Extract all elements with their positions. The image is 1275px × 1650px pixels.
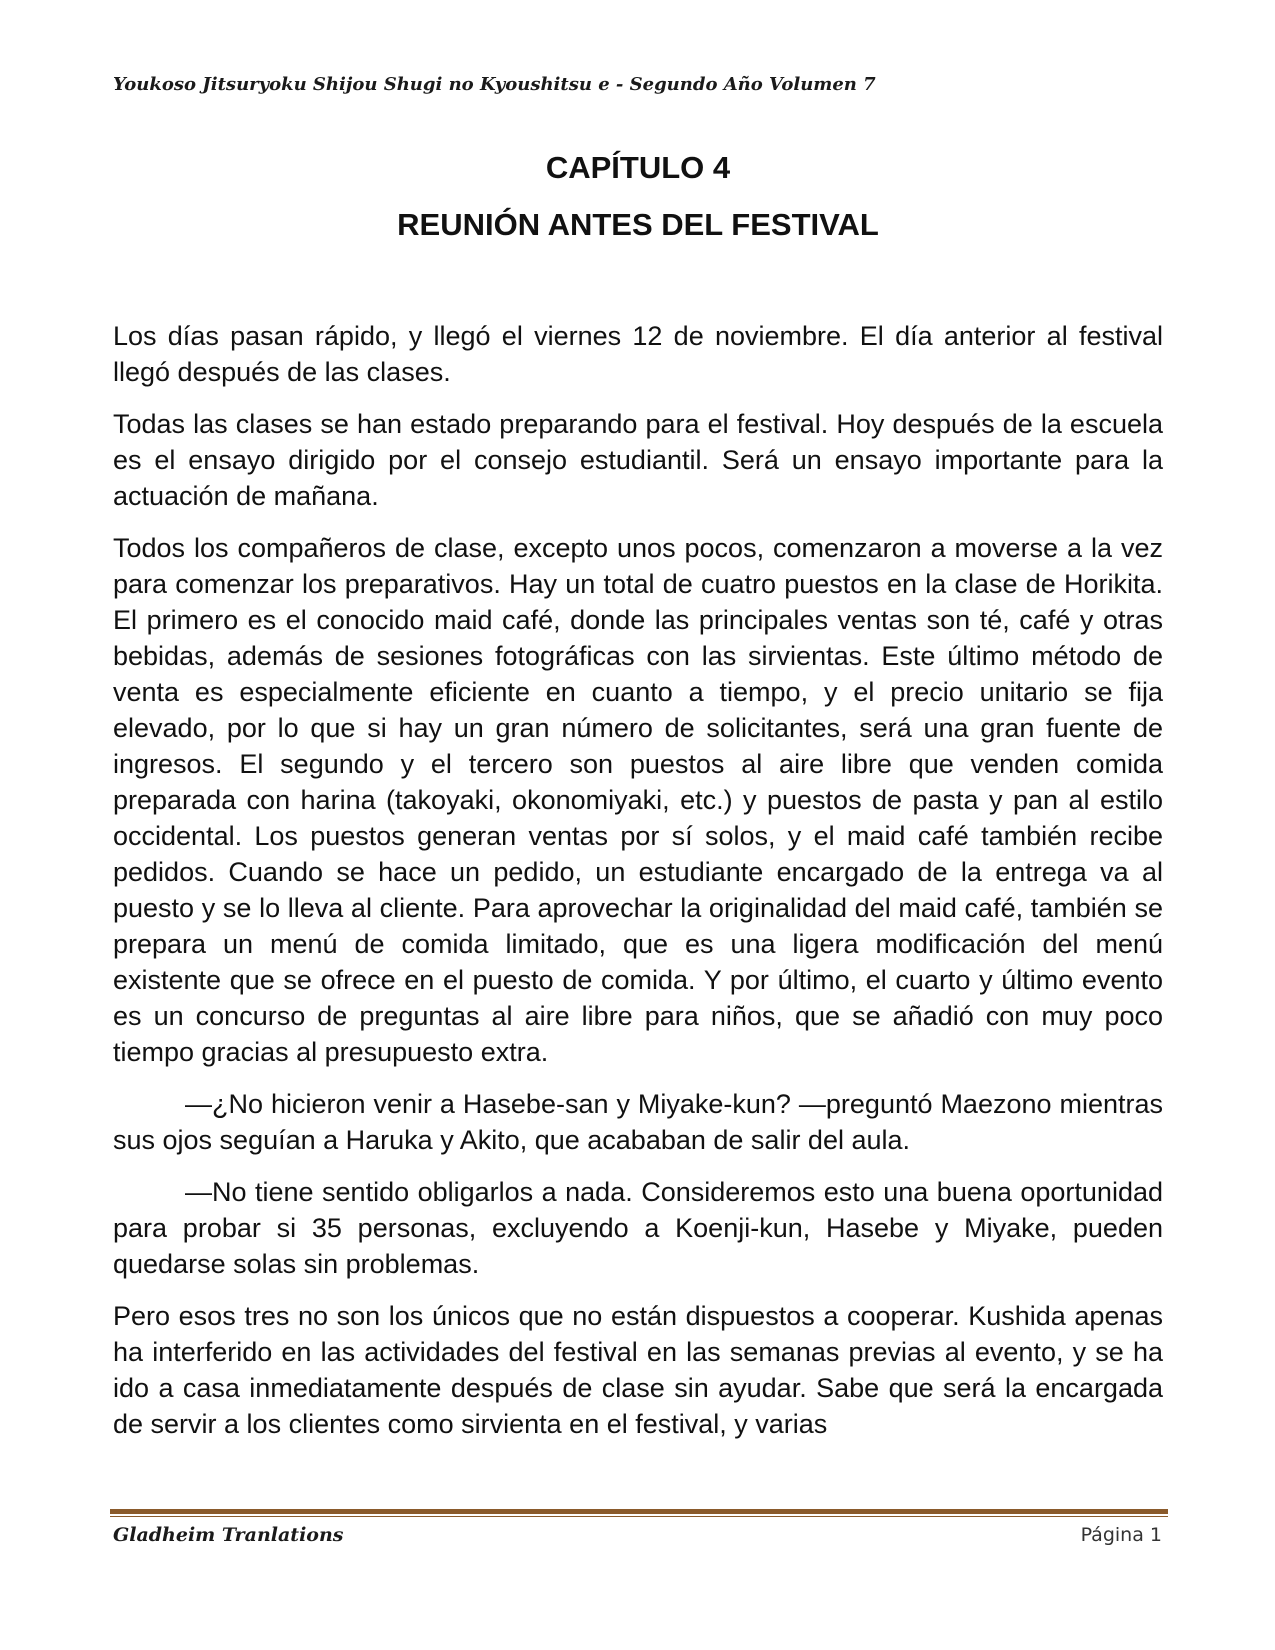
dialogue-paragraph: —¿No hicieron venir a Hasebe-san y Miyake-kun? —preguntó Maezono mientras sus ojos seguían a Haruka y Akito, que acababan de salir del aula.	[113, 1089, 1163, 1155]
page-number: 1	[1149, 1524, 1162, 1546]
footer-rule-thin	[110, 1516, 1168, 1517]
chapter-number: CAPÍTULO 4	[545, 150, 731, 185]
footer-page-indicator	[1081, 1524, 1162, 1546]
paragraph: Todas las clases se han estado preparando para el festival. Hoy después de la escuela es el ensayo dirigido por el consejo estudiantil. Será un ensayo importante para la actuación de mañana.	[113, 409, 1163, 511]
footer-publisher: Gladheim Tranlations	[113, 1524, 344, 1546]
paragraph: Los días pasan rápido, y llegó el viernes 12 de noviembre. El día anterior al festival llegó después de las clases.	[113, 321, 1163, 387]
footer-rule	[110, 1509, 1168, 1514]
paragraph: Todos los compañeros de clase, excepto unos pocos, comenzaron a moverse a la vez para comenzar los preparativos. Hay un total de cuatro puestos en la clase de Horikita. El primero es el conocido maid café, donde las principales ventas son té, café y otras bebidas, además de sesiones fotográficas con las sirvientas. Este último método de venta es especialmente eficiente en cuanto a tiempo, y el precio unitario se fija elevado, por lo que si hay un gran número de solicitantes, será una gran fuente de ingresos. El segundo y el tercero son puestos al aire libre que venden comida preparada con harina (takoyaki, okonomiyaki, etc.) y puestos de pasta y pan al estilo occidental. Los puestos generan ventas por sí solos, y el maid café también recibe pedidos. Cuando se hace un pedido, un estudiante encargado de la entrega va al puesto y se lo lleva al cliente. Para aprovechar la originalidad del maid café, también se prepara un menú de comida limitado, que es una ligera modificación del menú existente que se ofrece en el puesto de comida. Y por último, el cuarto y último evento es un concurso de preguntas al aire libre para niños, que se añadió con muy poco tiempo gracias al presupuesto extra.	[113, 533, 1163, 1067]
page-label: Página	[1080, 1524, 1144, 1546]
paragraph: Pero esos tres no son los únicos que no están dispuestos a cooperar. Kushida apenas ha interferido en las actividades del festival en las semanas previas al evento, y se ha ido a casa inmediatamente después de clase sin ayudar. Sabe que será la encargada de servir a los clientes como sirvienta en el festival, y varias	[113, 1301, 1163, 1439]
dialogue-paragraph: —No tiene sentido obligarlos a nada. Consideremos esto una buena oportunidad para probar si 35 personas, excluyendo a Koenji-kun, Hasebe y Miyake, pueden quedarse solas sin problemas.	[113, 1177, 1163, 1279]
chapter-title: REUNIÓN ANTES DEL FESTIVAL	[397, 207, 879, 242]
body-text	[113, 318, 1163, 1458]
running-header: Youkoso Jitsuryoku Shijou Shugi no Kyoushitsu e - Segundo Año Volumen 7	[113, 74, 876, 95]
